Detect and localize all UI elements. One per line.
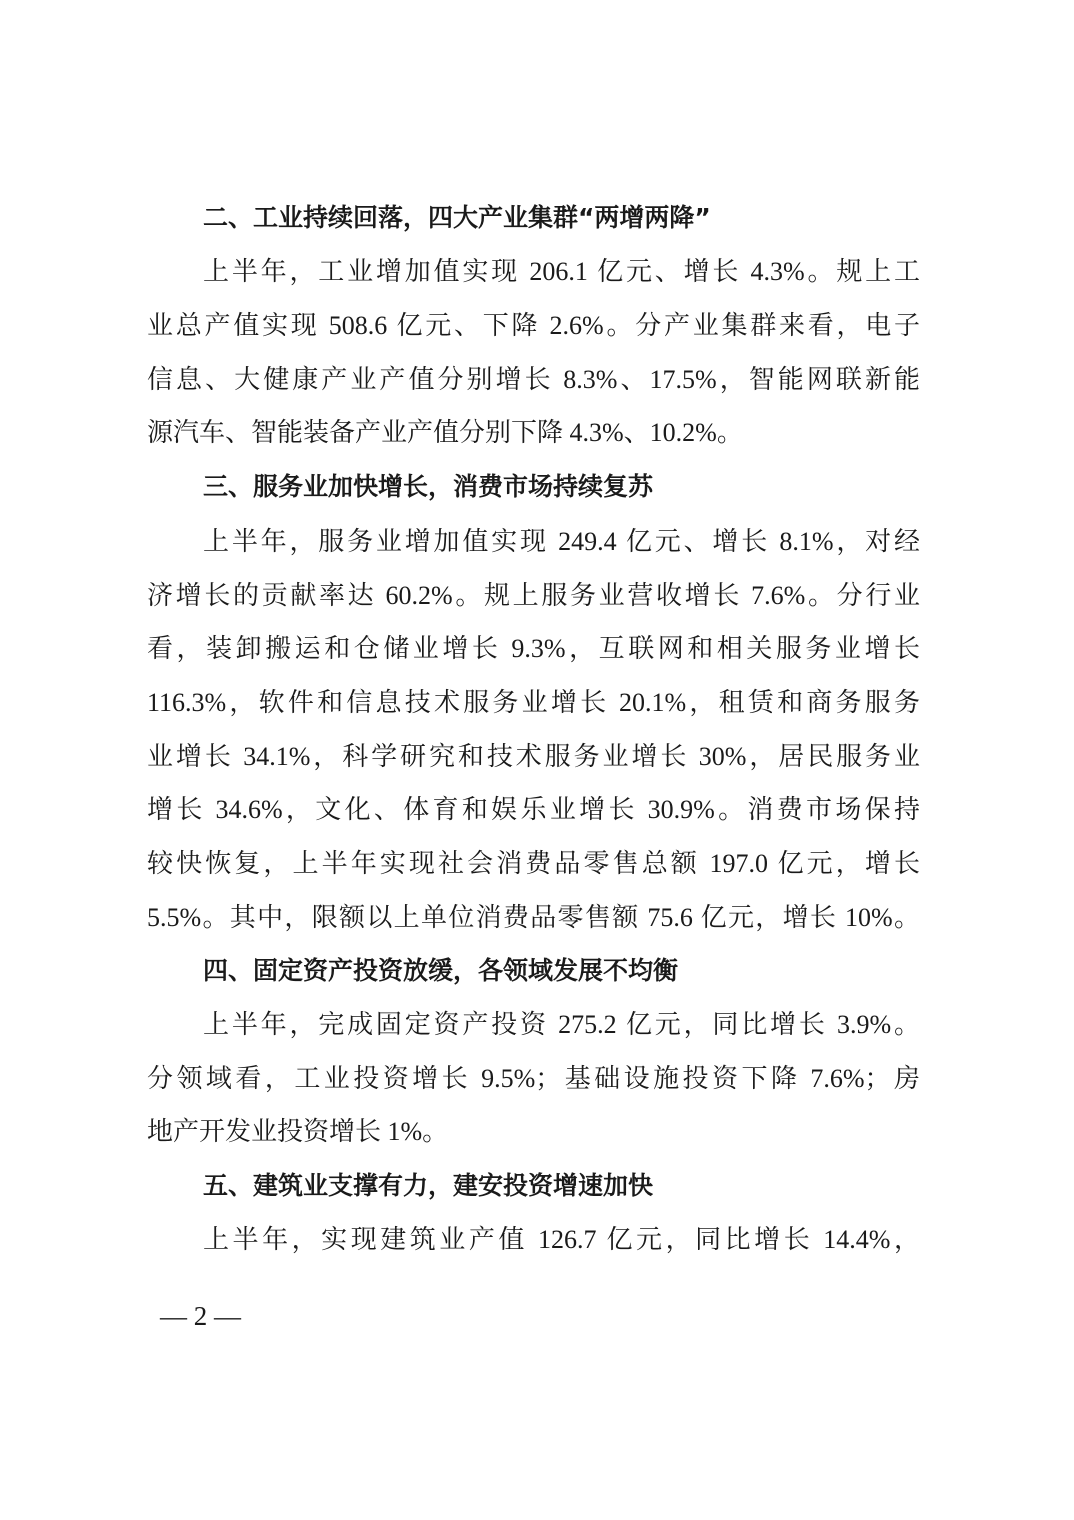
paragraph-line: 济增长的贡献率达 60.2%。规上服务业营收增长 7.6%。分行业 xyxy=(147,581,920,610)
section-heading: 二、工业持续回落，四大产业集群“两增两降” xyxy=(203,203,711,232)
section-heading: 四、固定资产投资放缓，各领域发展不均衡 xyxy=(203,956,679,985)
paragraph-line: 看，装卸搬运和仓储业增长 9.3%，互联网和相关服务业增长 xyxy=(147,634,920,663)
paragraph-line: 业增长 34.1%，科学研究和技术服务业增长 30%，居民服务业 xyxy=(147,742,920,771)
paragraph-line: 较快恢复，上半年实现社会消费品零售总额 197.0 亿元，增长 xyxy=(147,849,920,878)
paragraph-line: 上半年，服务业增加值实现 249.4 亿元、增长 8.1%，对经 xyxy=(203,527,920,556)
paragraph-line: 信息、大健康产业产值分别增长 8.3%、17.5%，智能网联新能 xyxy=(147,365,920,394)
page-number: — 2 — xyxy=(160,1301,241,1331)
section-heading: 五、建筑业支撑有力，建安投资增速加快 xyxy=(203,1171,654,1200)
paragraph-line: 上半年，完成固定资产投资 275.2 亿元，同比增长 3.9%。 xyxy=(203,1010,920,1039)
paragraph-line: 116.3%，软件和信息技术服务业增长 20.1%，租赁和商务服务 xyxy=(147,688,920,717)
paragraph-line: 上半年，实现建筑业产值 126.7 亿元，同比增长 14.4%， xyxy=(203,1225,920,1254)
paragraph-line: 上半年，工业增加值实现 206.1 亿元、增长 4.3%。规上工 xyxy=(203,257,920,286)
paragraph-line: 5.5%。其中，限额以上单位消费品零售额 75.6 亿元，增长 10%。 xyxy=(147,903,920,932)
section-heading: 三、服务业加快增长，消费市场持续复苏 xyxy=(203,472,654,501)
paragraph-line: 源汽车、智能装备产业产值分别下降 4.3%、10.2%。 xyxy=(147,418,743,447)
paragraph-line: 业总产值实现 508.6 亿元、下降 2.6%。分产业集群来看，电子 xyxy=(147,311,920,340)
paragraph-line: 地产开发业投资增长 1%。 xyxy=(147,1117,449,1146)
paragraph-line: 增长 34.6%，文化、体育和娱乐业增长 30.9%。消费市场保持 xyxy=(147,795,920,824)
paragraph-line: 分领域看，工业投资增长 9.5%；基础设施投资下降 7.6%；房 xyxy=(147,1064,920,1093)
